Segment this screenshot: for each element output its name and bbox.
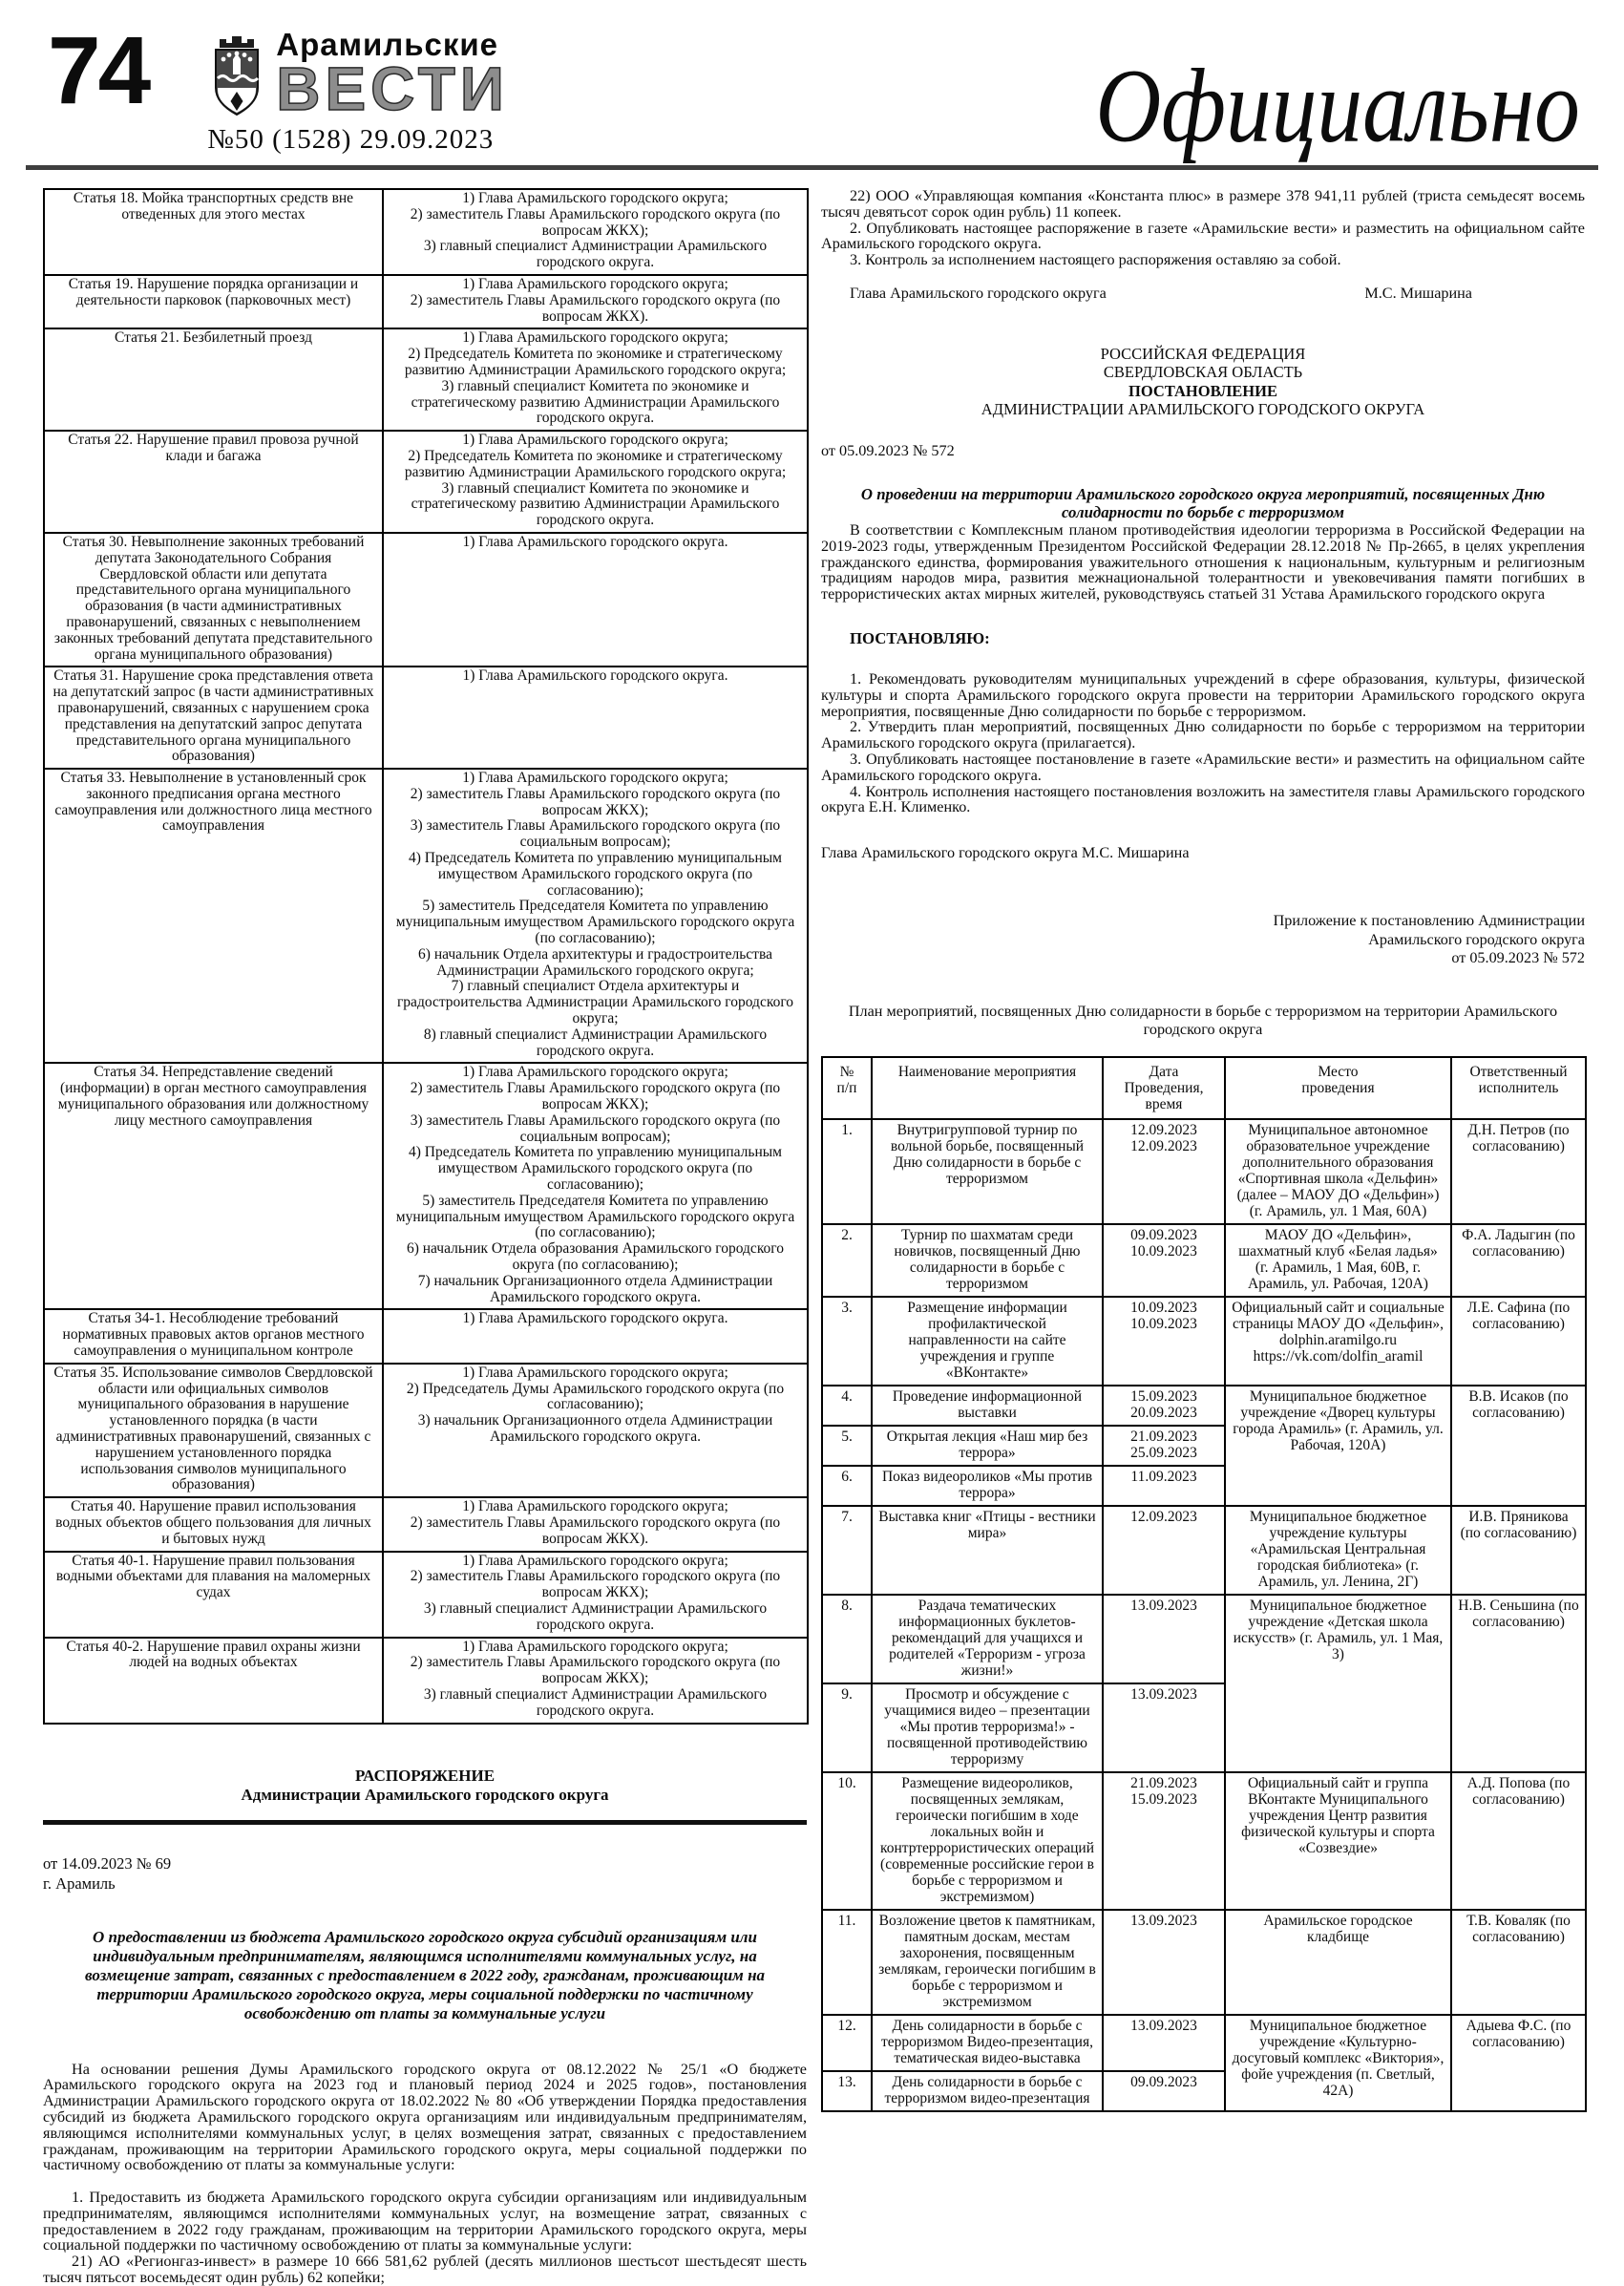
- plan-num-cell: 7.: [822, 1506, 872, 1595]
- cell-line: 2) заместитель Главы Арамильского городского округа (по вопросам ЖКХ).: [410, 291, 781, 325]
- paragraph: 3. Опубликовать настоящее постановление в газете «Арамильские вести» и разместить на официальном сайте Арамильского городского округа.: [821, 750, 1585, 784]
- article-row: [44, 1552, 808, 1638]
- cell-line: 20.09.2023: [1130, 1404, 1197, 1421]
- plan-place-cell: Муниципальное автономное образовательное учреждение дополнительного образования «Спортивная школа «Дельфин» (далее – МАОУ ДО «Дельфин») (г. Арамиль, ул. 1 Мая, 60А): [1225, 1119, 1451, 1224]
- article-row: [44, 769, 808, 1063]
- plan-num-cell: 4.: [822, 1386, 872, 1426]
- cell-line: 5) заместитель Председателя Комитета по управлению муниципальным имуществом Арамильского городского округа (по согласованию);: [395, 1192, 795, 1241]
- cell-line: 1) Глава Арамильского городского округа.: [462, 1310, 728, 1327]
- plan-num-cell: 13.: [822, 2071, 872, 2111]
- plan-place-cell: Муниципальное бюджетное учреждение «Дворец культуры города Арамиль» (г. Арамиль, ул. Рабочая, 120А): [1225, 1386, 1451, 1506]
- plan-num-cell: 6.: [822, 1466, 872, 1506]
- article-cell: Статья 18. Мойка транспортных средств вне отведенных для этого местах: [44, 189, 383, 275]
- left-column: [43, 188, 807, 2286]
- plan-row: [822, 1386, 1586, 1426]
- plan-date-cell: [1103, 1772, 1225, 1910]
- cell-line: 2) заместитель Главы Арамильского городского округа (по вопросам ЖКХ);: [410, 205, 781, 239]
- paragraph: 1. Рекомендовать руководителям муниципальных учреждений в сфере образования, культуры, физической культуры и спорта Арамильского городского округа провести на территории Арамильского городского округа мероприятия, посвященные Дню солидарности по борьбе с терроризмом.: [821, 669, 1585, 720]
- officials-cell: [383, 1497, 808, 1551]
- rasporyazhenie-city-line: г. Арамиль: [43, 1873, 116, 1893]
- masthead: [207, 29, 509, 156]
- article-cell: Статья 21. Безбилетный проезд: [44, 328, 383, 431]
- article-cell: Статья 35. Использование символов Свердловской области или официальных символов муниципального образования в нарушение установленного порядка (в части административных правонарушений, связанных с нарушением установленного порядка использования символов муниципального образования): [44, 1364, 383, 1497]
- cell-line: 4) Председатель Комитета по управлению муниципальным имуществом Арамильского городского округа (по согласованию);: [409, 1144, 782, 1194]
- officials-cell: [383, 1638, 808, 1724]
- plan-responsible-cell: А.Д. Попова (по согласованию): [1451, 1772, 1586, 1910]
- appendix-line: Арамильского городского округа: [1368, 930, 1585, 948]
- plan-num-cell: 11.: [822, 1910, 872, 2015]
- rasporyazhenie-heading: [43, 1767, 807, 1805]
- cell-line: 3) начальник Организационного отдела Администрации Арамильского городского округа.: [417, 1412, 773, 1445]
- officials-cell: [383, 667, 808, 769]
- cell-line: 1) Глава Арамильского городского округа;: [462, 190, 728, 206]
- cell-line: 12.09.2023: [1130, 1121, 1197, 1138]
- cell-line: 3) главный специалист Администрации Арамильского городского округа.: [423, 238, 768, 271]
- signature-name: М.С. Мишарина: [1364, 284, 1472, 302]
- plan-num-cell: 1.: [822, 1119, 872, 1224]
- article-row: [44, 1309, 808, 1363]
- cell-line: 4) Председатель Комитета по управлению муниципальным имуществом Арамильского городского округа (по согласованию);: [409, 850, 782, 899]
- plan-responsible-cell: Д.Н. Петров (по согласованию): [1451, 1119, 1586, 1224]
- page-header: [0, 0, 1624, 164]
- cell-line: 7) начальник Организационного отдела Администрации Арамильского городского округа.: [417, 1272, 773, 1305]
- plan-name-cell: Турнир по шахматам среди новичков, посвященный Дню солидарности в борьбе с терроризмом: [872, 1224, 1103, 1297]
- plan-num-cell: 3.: [822, 1297, 872, 1386]
- article-cell: Статья 40-1. Нарушение правил пользования водными объектами для плавания на маломерных судах: [44, 1552, 383, 1638]
- article-cell: Статья 40-2. Нарушение правил охраны жизни людей на водных объектах: [44, 1638, 383, 1724]
- plan-name-cell: Внутригрупповой турнир по вольной борьбе, посвященный Дню солидарности в борьбе с терроризмом: [872, 1119, 1103, 1224]
- plan-place-cell: Муниципальное бюджетное учреждение культуры «Арамильская Центральная городская библиотека» (г. Арамиль, ул. Ленина, 2Г): [1225, 1506, 1451, 1595]
- cell-line: 2) заместитель Главы Арамильского городского округа (по вопросам ЖКХ);: [410, 1568, 781, 1601]
- coat-of-arms-icon: [207, 32, 266, 118]
- article-cell: Статья 34-1. Несоблюдение требований нормативных правовых актов органов местного самоуправления о муниципальном контроле: [44, 1309, 383, 1363]
- page-number: 74: [48, 17, 149, 124]
- postanovlenie-intro: В соответствии с Комплексным планом противодействия идеологии терроризма в Российской Федерации на 2019-2023 годы, утвержденным Президентом Российской Федерации 28.12.2018 № Пр-2665, в целях укрепления гражданского единства, формирования уважительного отношения к национальным, культурным и религиозным традициям народов мира, развития межнациональной толерантности и увековечивания памяти погибших в террористических актах мирных жителей, руководствуясь статьей 31 Устава Арамильского городского округа: [821, 520, 1585, 603]
- plan-header-cell: [822, 1057, 872, 1119]
- section-title: Официально: [1095, 47, 1580, 164]
- plan-header-cell: [1103, 1057, 1225, 1119]
- cell-line: 2) заместитель Главы Арамильского городского округа (по вопросам ЖКХ);: [410, 785, 781, 818]
- paragraph: 4. Контроль исполнения настоящего постановления возложить на заместителя главы Арамильского городского округа Е.Н. Клименко.: [821, 782, 1585, 816]
- plan-responsible-cell: В.В. Исаков (по согласованию): [1451, 1386, 1586, 1506]
- rasporyazhenie-date-line: от 14.09.2023 № 69: [43, 1853, 172, 1873]
- rasporyazhenie-heading-line2: Администрации Арамильского городского округа: [241, 1785, 609, 1804]
- paragraph: На основании решения Думы Арамильского городского округа от 08.12.2022 № 25/1 «О бюджете Арамильского городского округа на 2023 год и плановый период 2024 и 2025 годов», постановления Администрации Арамильского городского округа от 18.02.2022 № 80 «Об утверждении Порядка предоставления субсидий из бюджета Арамильского городского округа организациям или индивидуальным предпринимателям, являющимся исполнителями коммунальных услуг, в целях возмещения затрат, связанных с предоставлением гражданам, проживающим на территории Арамильского городского округа, меры социальной поддержки по частичному освобождению от платы за коммунальные услуги:: [43, 2060, 807, 2174]
- article-cell: Статья 22. Нарушение правил провоза ручной клади и багажа: [44, 431, 383, 533]
- plan-responsible-cell: Л.Е. Сафина (по согласованию): [1451, 1297, 1586, 1386]
- cell-line: Дата: [1149, 1063, 1179, 1080]
- article-row: [44, 1063, 808, 1309]
- cell-line: 2) Председатель Думы Арамильского городского округа (по согласованию);: [406, 1380, 785, 1413]
- article-row: [44, 667, 808, 769]
- cell-line: 1) Глава Арамильского городского округа;: [462, 1064, 728, 1081]
- plan-name-cell: Просмотр и обсуждение с учащимися видео – презентации «Мы против терроризма!» - посвященной противодействию терроризму: [872, 1683, 1103, 1772]
- plan-name-cell: Раздача тематических информационных буклетов-рекомендаций для учащихся и родителей «Терроризм - угроза жизни!»: [872, 1595, 1103, 1683]
- officials-cell: [383, 328, 808, 431]
- cell-line: 5) заместитель Председателя Комитета по управлению муниципальным имуществом Арамильского городского округа (по согласованию);: [395, 898, 795, 947]
- plan-place-cell: МАОУ ДО «Дельфин», шахматный клуб «Белая ладья» (г. Арамиль, 1 Мая, 60В, г. Арамиль, ул. Рабочая, 120А): [1225, 1224, 1451, 1297]
- plan-place-cell: Официальный сайт и группа ВКонтакте Муниципального учреждения Центр развития физической культуры и спорта «Созвездие»: [1225, 1772, 1451, 1910]
- cell-line: 10.09.2023: [1130, 1242, 1197, 1259]
- officials-cell: [383, 275, 808, 328]
- cell-line: 21.09.2023: [1130, 1428, 1197, 1445]
- cell-line: п/п: [836, 1079, 857, 1096]
- cell-line: Наименование мероприятия: [897, 1063, 1077, 1080]
- plan-name-cell: Проведение информационной выставки: [872, 1386, 1103, 1426]
- plan-header-cell: [872, 1057, 1103, 1119]
- plan-date-cell: [1103, 1910, 1225, 2015]
- cell-line: 13.09.2023: [1130, 1912, 1197, 1929]
- plan-row: [822, 1506, 1586, 1595]
- cell-line: 8) главный специалист Администрации Арамильского городского округа.: [423, 1026, 768, 1059]
- article-row: [44, 275, 808, 328]
- cell-line: 25.09.2023: [1130, 1444, 1197, 1461]
- plan-header-cell: [1451, 1057, 1586, 1119]
- plan-name-cell: Показ видеороликов «Мы против террора»: [872, 1466, 1103, 1506]
- plan-date-cell: [1103, 2071, 1225, 2111]
- appendix-line: от 05.09.2023 № 572: [1451, 949, 1585, 967]
- cell-line: Ответственный: [1469, 1063, 1568, 1080]
- paragraph: 22) ООО «Управляющая компания «Константа плюс» в размере 378 941,11 рублей (триста семьдесят восемь тысяч девятьсот сорок один рубль) 11 копеек.: [821, 187, 1585, 221]
- article-cell: Статья 30. Невыполнение законных требований депутата Законодательного Собрания Свердловской области или депутата представительного органа муниципального образования (в части административных правонарушений, связанных с невыполнением законных требований депутата представительного органа муниципального образования): [44, 533, 383, 667]
- postanovlenie-header-line: ПОСТАНОВЛЕНИЕ: [1128, 381, 1277, 400]
- cell-line: 12.09.2023: [1130, 1137, 1197, 1154]
- postanovlenie-header-line: РОССИЙСКАЯ ФЕДЕРАЦИЯ: [1100, 344, 1306, 363]
- plan-row: [822, 1772, 1586, 1910]
- officials-cell: [383, 1309, 808, 1363]
- plan-name-cell: Выставка книг «Птицы - вестники мира»: [872, 1506, 1103, 1595]
- postanovlenie-date-line: от 05.09.2023 № 572: [821, 441, 955, 459]
- plan-name-cell: Открытая лекция «Наш мир без террора»: [872, 1426, 1103, 1466]
- cell-line: 1) Глава Арамильского городского округа.: [462, 533, 728, 550]
- rasporyazhenie-rule: [43, 1820, 807, 1825]
- postanovlenie-signature-line: Глава Арамильского городского округа М.С. Мишарина: [821, 844, 1190, 862]
- cell-line: 3) главный специалист Комитета по экономике и стратегическому развитию Администрации Арамильского городского округа.: [411, 479, 780, 529]
- article-cell: Статья 34. Непредставление сведений (информации) в орган местного самоуправления муниципального образования или должностному лицу местного самоуправления: [44, 1063, 383, 1309]
- rasporyazhenie-paragraphs: [43, 2062, 807, 2286]
- plan-date-cell: [1103, 1683, 1225, 1772]
- cell-line: 1) Глава Арамильского городского округа;: [462, 1638, 728, 1655]
- postanovlenie-header-line: АДМИНИСТРАЦИИ АРАМИЛЬСКОГО ГОРОДСКОГО ОКРУГА: [981, 400, 1425, 419]
- plan-row: [822, 1119, 1586, 1224]
- cell-line: 2) заместитель Главы Арамильского городского округа (по вопросам ЖКХ);: [410, 1654, 781, 1687]
- plan-num-cell: 8.: [822, 1595, 872, 1683]
- header-rule: [26, 165, 1598, 170]
- cell-line: 2) заместитель Главы Арамильского городского округа (по вопросам ЖКХ);: [410, 1080, 781, 1113]
- plan-responsible-cell: И.В. Пряникова (по согласованию): [1451, 1506, 1586, 1595]
- paragraph: 2. Утвердить план мероприятий, посвященных Дню солидарности по борьбе с терроризмом на территории Арамильского городского округа (прилагается).: [821, 718, 1585, 752]
- cell-line: 13.09.2023: [1130, 1685, 1197, 1703]
- plan-date-cell: [1103, 1224, 1225, 1297]
- cell-line: №: [839, 1063, 854, 1080]
- plan-date-cell: [1103, 1466, 1225, 1506]
- cell-line: 3) заместитель Главы Арамильского городского округа (по социальным вопросам);: [410, 817, 781, 851]
- cell-line: проведения: [1301, 1079, 1375, 1096]
- cell-line: 1) Глава Арамильского городского округа;: [462, 329, 728, 347]
- plan-responsible-cell: Н.В. Сеньшина (по согласованию): [1451, 1595, 1586, 1772]
- cell-line: 3) заместитель Главы Арамильского городского округа (по социальным вопросам);: [410, 1111, 781, 1145]
- cell-line: 2) Председатель Комитета по экономике и стратегическому развитию Администрации Арамильского городского округа;: [404, 346, 787, 378]
- article-row: [44, 1364, 808, 1497]
- plan-date-cell: [1103, 1297, 1225, 1386]
- article-row: [44, 1638, 808, 1724]
- plan-num-cell: 12.: [822, 2015, 872, 2071]
- plan-place-cell: Арамильское городское кладбище: [1225, 1910, 1451, 2015]
- plan-num-cell: 2.: [822, 1224, 872, 1297]
- cell-line: 15.09.2023: [1130, 1790, 1197, 1808]
- article-row: [44, 189, 808, 275]
- plan-date-cell: [1103, 1119, 1225, 1224]
- paragraph: 1. Предоставить из бюджета Арамильского городского округа субсидии организациям или индивидуальным предпринимателям, являющимся исполнителями коммунальных услуг, на возмещение затрат, связанных с предоставлением в 2022 году гражданам, проживающим на территории Арамильского городского округа, меры социальной поддержки по частичному освобождению от платы за коммунальные услуги:: [43, 2189, 807, 2254]
- officials-cell: [383, 1552, 808, 1638]
- cell-line: 11.09.2023: [1130, 1468, 1197, 1485]
- right-column: [821, 188, 1585, 2112]
- plan-name-cell: Размещение информации профилактической направленности на сайте учреждения и группе «ВКонтакте»: [872, 1297, 1103, 1386]
- cell-line: 2) заместитель Главы Арамильского городского округа (по вопросам ЖКХ).: [410, 1513, 781, 1547]
- plan-caption: План мероприятий, посвященных Дню солидарности в борьбе с терроризмом на территории Арамильского городского округа: [848, 1002, 1558, 1038]
- officials-cell: [383, 189, 808, 275]
- admin-articles-table: [43, 188, 809, 1725]
- rasporyazhenie-title: О предоставлении из бюджета Арамильского городского округа субсидий организациям или индивидуальным предпринимателям, являющимся исполнителями коммунальных услуг, на возмещение затрат, связанных с предоставлением в 2022 году, гражданам, проживающим на территории Арамильского городского округа, меры социальной поддержки по частичному освобождению от платы за коммунальные услуги: [84, 1927, 766, 2022]
- plan-header-cell: [1225, 1057, 1451, 1119]
- cell-line: 3) главный специалист Администрации Арамильского городского округа.: [423, 1599, 768, 1633]
- plan-name-cell: День солидарности в борьбе с терроризмом видео-презентация: [872, 2071, 1103, 2111]
- cell-line: 10.09.2023: [1130, 1299, 1197, 1316]
- cell-line: 2) Председатель Комитета по экономике и стратегическому развитию Администрации Арамильского городского округа;: [404, 447, 787, 480]
- plan-date-cell: [1103, 1426, 1225, 1466]
- signature-title: Глава Арамильского городского округа: [850, 284, 1107, 302]
- plan-row: [822, 1595, 1586, 1683]
- plan-row: [822, 2015, 1586, 2071]
- cell-line: 21.09.2023: [1130, 1774, 1197, 1791]
- paragraph: 3. Контроль за исполнением настоящего распоряжения оставляю за собой.: [850, 251, 1341, 269]
- cell-line: 6) начальник Отдела архитектуры и градостроительства Администрации Арамильского городского округа;: [418, 945, 772, 979]
- cell-line: 09.09.2023: [1130, 2073, 1197, 2090]
- article-cell: Статья 40. Нарушение правил использования водных объектов общего пользования для личных и бытовых нужд: [44, 1497, 383, 1551]
- cell-line: исполнитель: [1478, 1079, 1559, 1096]
- paragraph: 21) АО «Регионгаз-инвест» в размере 10 666 581,62 рублей (десять миллионов шестьсот шестьдесят шесть тысяч пятьсот восемьдесят один рубль) 62 копейки;: [43, 2253, 807, 2286]
- paragraph: 2. Опубликовать настоящее распоряжение в газете «Арамильские вести» и разместить на официальном сайте Арамильского городского округа.: [821, 219, 1585, 253]
- plan-num-cell: 10.: [822, 1772, 872, 1910]
- resolve-word: ПОСТАНОВЛЯЮ:: [850, 628, 990, 647]
- article-row: [44, 431, 808, 533]
- cell-line: 13.09.2023: [1130, 1597, 1197, 1614]
- plan-name-cell: Размещение видеороликов, посвященных землякам, героически погибшим в ходе локальных войн и контртеррористических операций (современные российские герои в борьбе с терроризмом и экстремизмом): [872, 1772, 1103, 1910]
- cell-line: время: [1145, 1095, 1183, 1112]
- rasporyazhenie-dateblock: [43, 1853, 807, 1894]
- plan-row: [822, 1910, 1586, 2015]
- rasporyazhenie-heading-line1: РАСПОРЯЖЕНИЕ: [354, 1766, 496, 1785]
- cell-line: 09.09.2023: [1130, 1226, 1197, 1243]
- article-cell: Статья 33. Невыполнение в установленный срок законного предписания органа местного самоуправления или должностного лица местного самоуправления: [44, 769, 383, 1063]
- article-row: [44, 328, 808, 431]
- plan-date-cell: [1103, 1506, 1225, 1595]
- issue-line: №50 (1528) 29.09.2023: [207, 123, 495, 155]
- plan-row: [822, 1297, 1586, 1386]
- cell-line: 10.09.2023: [1130, 1315, 1197, 1332]
- cell-line: 7) главный специалист Отдела архитектуры и градостроительства Администрации Арамильского городского округа;: [396, 978, 794, 1027]
- plan-name-cell: Возложение цветов к памятникам, памятным доскам, местам захоронения, посвященным землякам, героически погибшим в борьбе с терроризмом и экстремизмом: [872, 1910, 1103, 2015]
- officials-cell: [383, 1364, 808, 1497]
- cell-line: 1) Глава Арамильского городского округа;: [462, 1498, 728, 1515]
- plan-place-cell: Официальный сайт и социальные страницы МАОУ ДО «Дельфин», dolphin.aramilgo.ru https://vk.com/dolfin_aramil: [1225, 1297, 1451, 1386]
- postanovlenie-items: [821, 671, 1585, 815]
- plan-row: [822, 1224, 1586, 1297]
- cell-line: Место: [1318, 1063, 1359, 1080]
- appendix-line: Приложение к постановлению Администрации: [1273, 912, 1585, 930]
- officials-cell: [383, 431, 808, 533]
- cell-line: 1) Глава Арамильского городского округа.: [462, 667, 728, 685]
- cell-line: 1) Глава Арамильского городского округа;: [462, 1552, 728, 1569]
- plan-date-cell: [1103, 2015, 1225, 2071]
- officials-cell: [383, 533, 808, 667]
- masthead-subtitle: Арамильские: [276, 27, 499, 62]
- article-cell: Статья 19. Нарушение порядка организации и деятельности парковок (парковочных мест): [44, 275, 383, 328]
- cell-line: Проведения,: [1124, 1079, 1204, 1096]
- plan-responsible-cell: Т.В. Коваляк (по согласованию): [1451, 1910, 1586, 2015]
- cell-line: 1) Глава Арамильского городского округа;: [462, 275, 728, 292]
- plan-table: [821, 1056, 1587, 2112]
- cell-line: 1) Глава Арамильского городского округа;: [462, 1364, 728, 1381]
- cell-line: 3) главный специалист Администрации Арамильского городского округа.: [423, 1685, 768, 1719]
- signature-block: [821, 285, 1585, 303]
- cell-line: 3) главный специалист Комитета по экономике и стратегическому развитию Администрации Арамильского городского округа.: [411, 377, 780, 427]
- plan-date-cell: [1103, 1595, 1225, 1683]
- article-row: [44, 533, 808, 667]
- appendix-block: [821, 912, 1585, 968]
- article-row: [44, 1497, 808, 1551]
- postanovlenie-header: [821, 345, 1585, 419]
- masthead-title: ВЕСТИ: [276, 54, 509, 123]
- cell-line: 1) Глава Арамильского городского округа;: [462, 432, 728, 449]
- cell-line: 1) Глава Арамильского городского округа;: [462, 770, 728, 787]
- plan-place-cell: Муниципальное бюджетное учреждение «Детская школа искусств» (г. Арамиль, ул. 1 Мая, 3): [1225, 1595, 1451, 1772]
- plan-num-cell: 5.: [822, 1426, 872, 1466]
- plan-name-cell: День солидарности в борьбе с терроризмом Видео-презентация, тематическая видео-выставка: [872, 2015, 1103, 2071]
- officials-cell: [383, 769, 808, 1063]
- plan-responsible-cell: Ф.А. Ладыгин (по согласованию): [1451, 1224, 1586, 1297]
- plan-date-cell: [1103, 1386, 1225, 1426]
- cell-line: 15.09.2023: [1130, 1387, 1197, 1405]
- article-cell: Статья 31. Нарушение срока представления ответа на депутатский запрос (в части административных правонарушений, связанных с нарушением срока представления на депутатский запрос депутата представительного органа муниципального образования): [44, 667, 383, 769]
- officials-cell: [383, 1063, 808, 1309]
- rasporyazhenie-continued-paragraphs: [821, 188, 1585, 268]
- plan-responsible-cell: Адыева Ф.С. (по согласованию): [1451, 2015, 1586, 2111]
- postanovlenie-header-line: СВЕРДЛОВСКАЯ ОБЛАСТЬ: [1103, 363, 1303, 382]
- cell-line: 6) начальник Отдела образования Арамильского городского округа (по согласованию);: [406, 1240, 785, 1273]
- plan-place-cell: Муниципальное бюджетное учреждение «Культурно-досуговый комплекс «Виктория», фойе учреждения (п. Светлый, 42А): [1225, 2015, 1451, 2111]
- cell-line: 13.09.2023: [1130, 2017, 1197, 2034]
- plan-num-cell: 9.: [822, 1683, 872, 1772]
- cell-line: 12.09.2023: [1130, 1508, 1197, 1525]
- postanovlenie-title: О проведении на территории Арамильского городского округа мероприятий, посвященных Дню солидарности по борьбе с терроризмом: [860, 484, 1546, 522]
